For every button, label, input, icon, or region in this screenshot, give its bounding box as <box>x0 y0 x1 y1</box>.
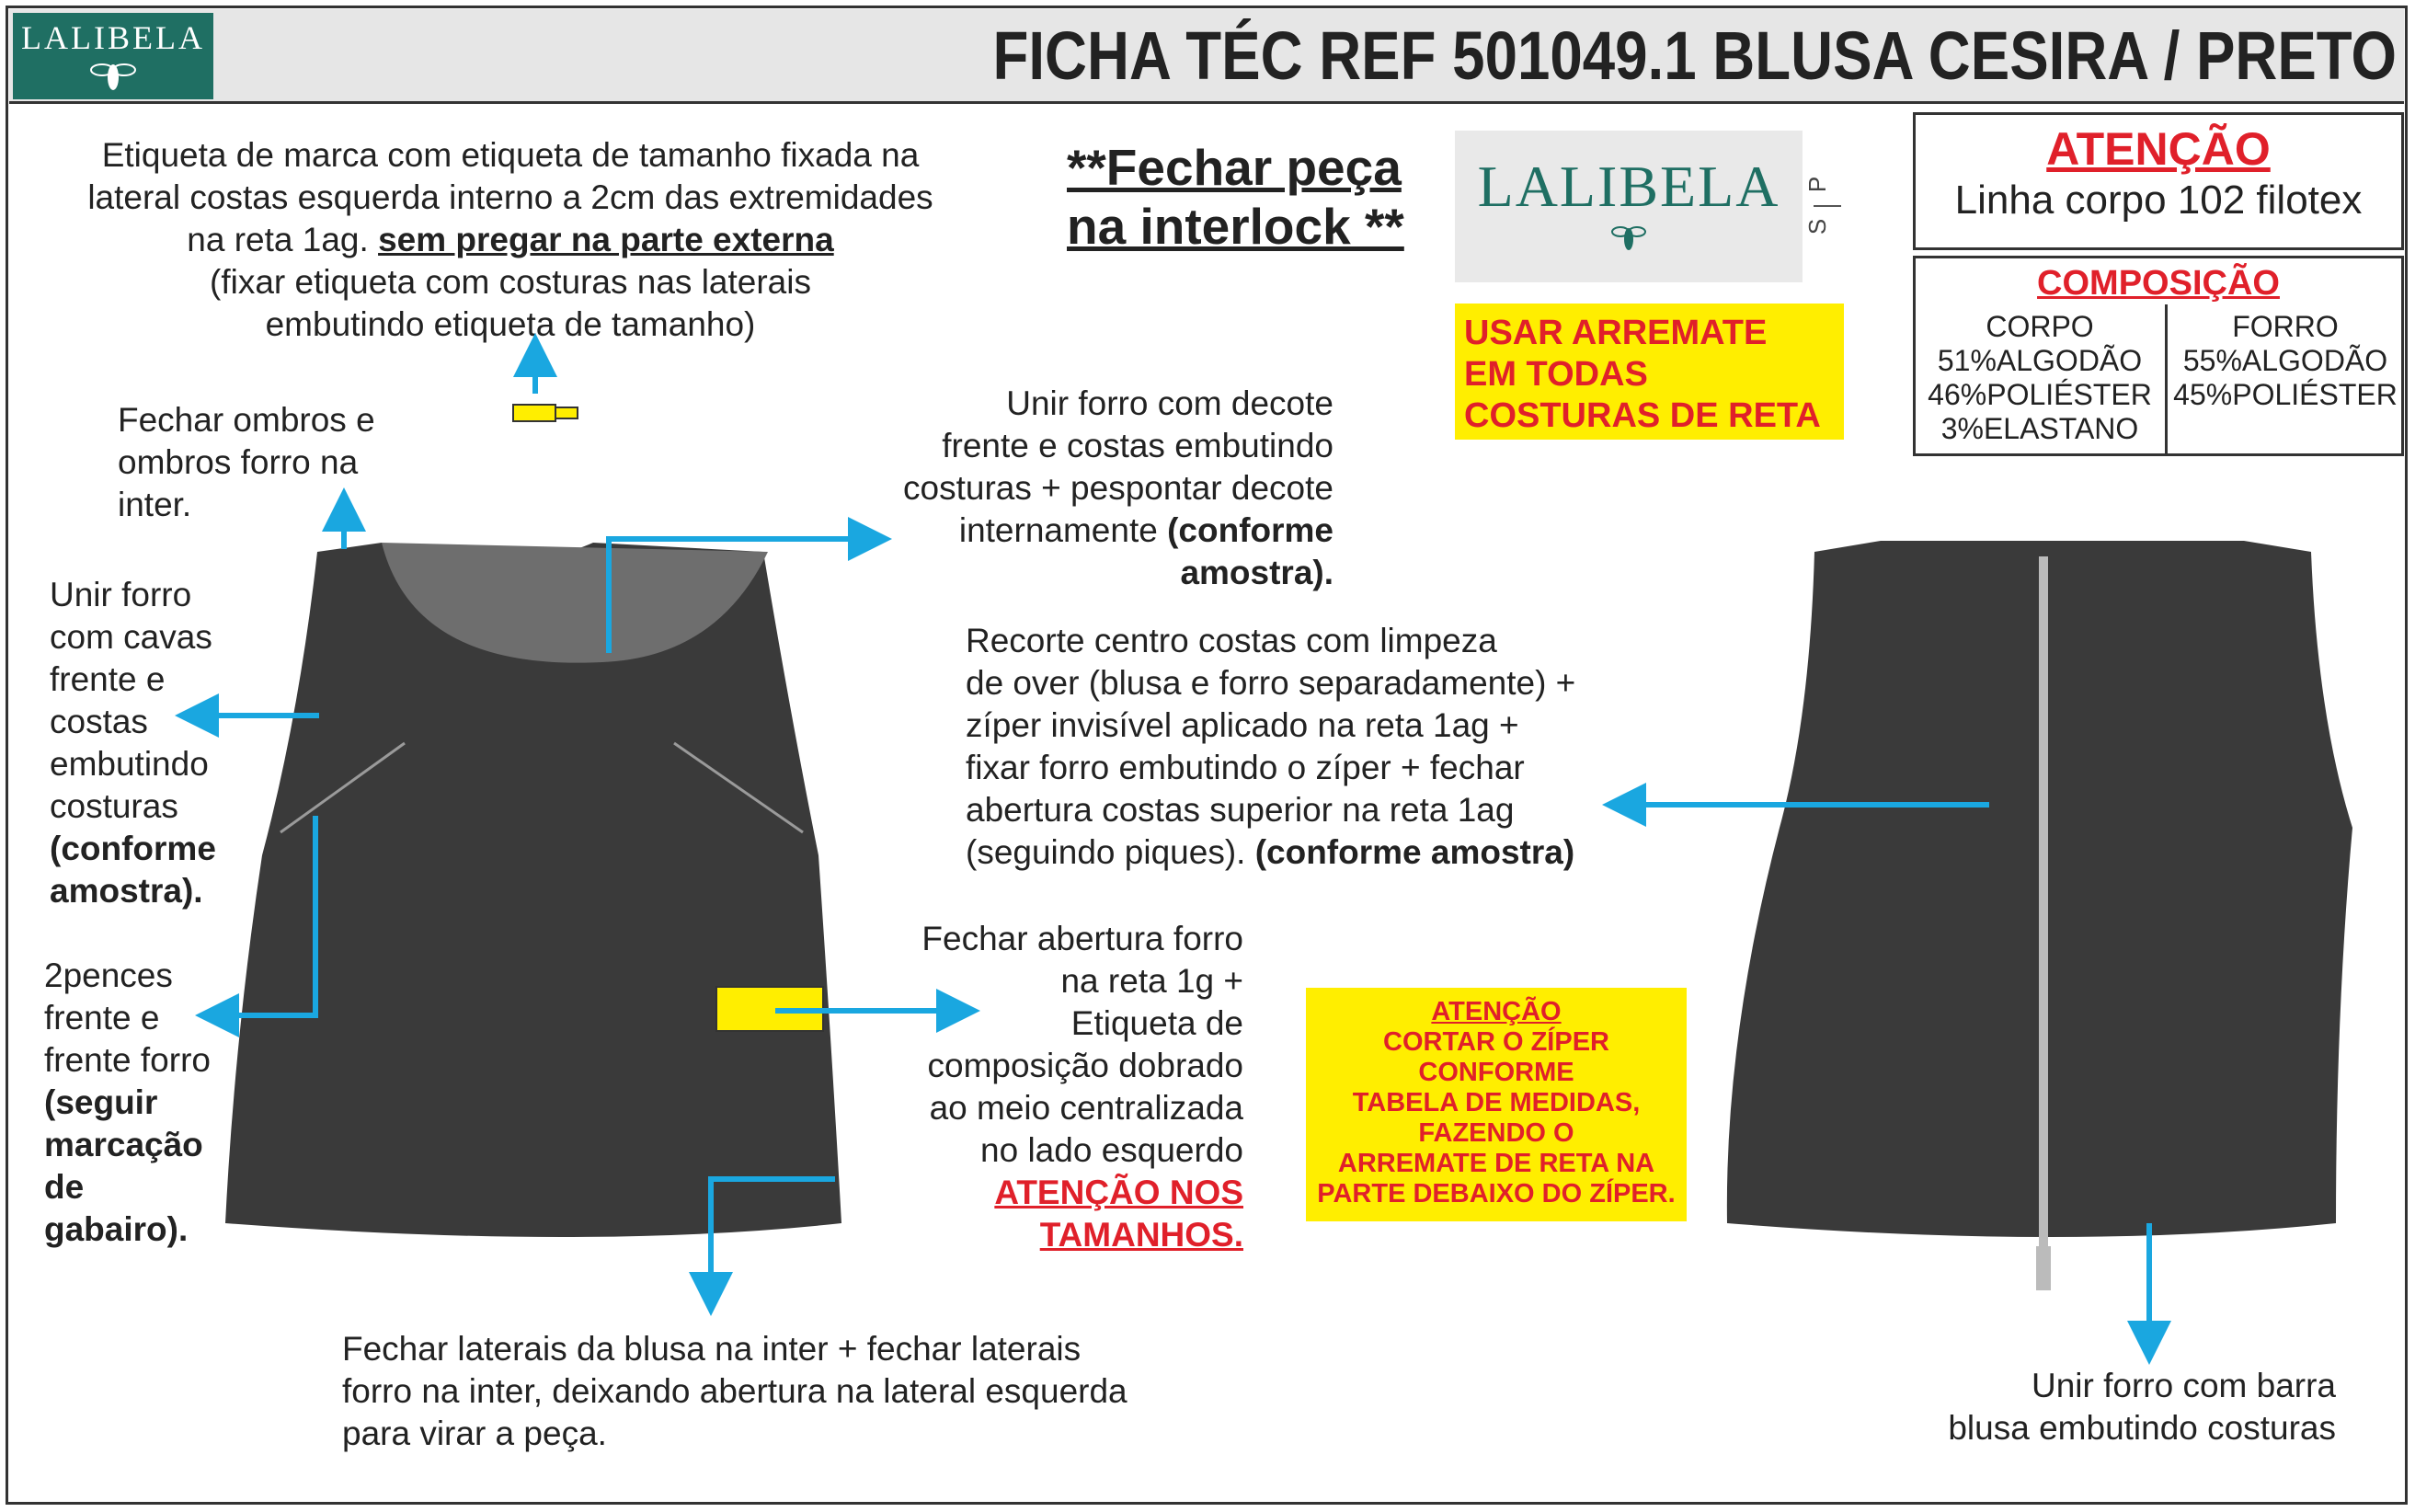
attention-box: ATENÇÃO Linha corpo 102 filotex <box>1913 112 2404 250</box>
brand-label-marker <box>513 405 555 421</box>
note-back-center: Recorte centro costas com limpeza de over (blusa e forro separadamente) + zíper invisível aplicado na reta 1ag + fixar forro embutindo o zíper + fechar abertura costas superior na reta 1ag (seguindo piques). (conforme amostra) <box>966 622 1576 871</box>
note-shoulders: Fechar ombros e ombros forro na inter. <box>118 401 375 523</box>
back-view <box>1727 541 2352 1290</box>
note-brand-label: Etiqueta de marca com etiqueta de tamanho fixada na lateral costas esquerda interno a 2cm das extremidades na reta 1ag. sem pregar na parte externa (fixar etiqueta com costuras nas laterais embutindo etiqueta de tamanho) <box>87 136 933 343</box>
size-indicator: P S <box>1810 189 1847 235</box>
composition-forro: FORRO 55%ALGODÃO 45%POLIÉSTER <box>2173 310 2398 411</box>
zipper-pull <box>2036 1246 2051 1290</box>
note-armholes: Unir forro com cavas frente e costas embutindo costuras (conforme amostra). <box>50 576 216 910</box>
composition-box: COMPOSIÇÃO CORPO 51%ALGODÃO 46%POLIÉSTER 3%ELASTANO FORRO 55%ALGODÃO 45%POLIÉSTER <box>1913 256 2404 456</box>
brand-name: LALIBELA <box>21 19 205 56</box>
page-title: FICHA TÉC REF 501049.1 BLUSA CESIRA / PRETO <box>992 17 2397 94</box>
zipper-note: ATENÇÃO CORTAR O ZÍPER CONFORME TABELA DE MEDIDAS, FAZENDO O ARREMATE DE RETA NA PARTE DEBAIXO DO ZÍPER. <box>1306 988 1687 1221</box>
composition-corpo: CORPO 51%ALGODÃO 46%POLIÉSTER 3%ELASTANO <box>1928 310 2152 445</box>
label-logo: LALIBELA <box>1455 131 1803 282</box>
note-pences: 2pences frente e frente forro (seguir marcação de gabairo). <box>44 956 211 1248</box>
finish-note: USAR ARREMATE EM TODAS COSTURAS DE RETA <box>1455 304 1844 440</box>
note-close-piece: **Fechar peça na interlock ** <box>1067 139 1404 255</box>
note-hem: Unir forro com barra blusa embutindo costuras <box>1948 1367 2336 1447</box>
note-lining-opening: Fechar abertura forro na reta 1g + Etiqueta de composição dobrado ao meio centralizada no lado esquerdo ATENÇÃO NOS TAMANHOS. <box>921 920 1243 1254</box>
note-neckline: Unir forro com decote frente e costas embutindo costuras + pespontar decote internamente (conforme amostra). <box>903 384 1333 591</box>
note-sides: Fechar laterais da blusa na inter + fechar laterais forro na inter, deixando abertura na lateral esquerda para virar a peça. <box>342 1330 1127 1452</box>
brand-label-marker-tab <box>555 407 578 418</box>
